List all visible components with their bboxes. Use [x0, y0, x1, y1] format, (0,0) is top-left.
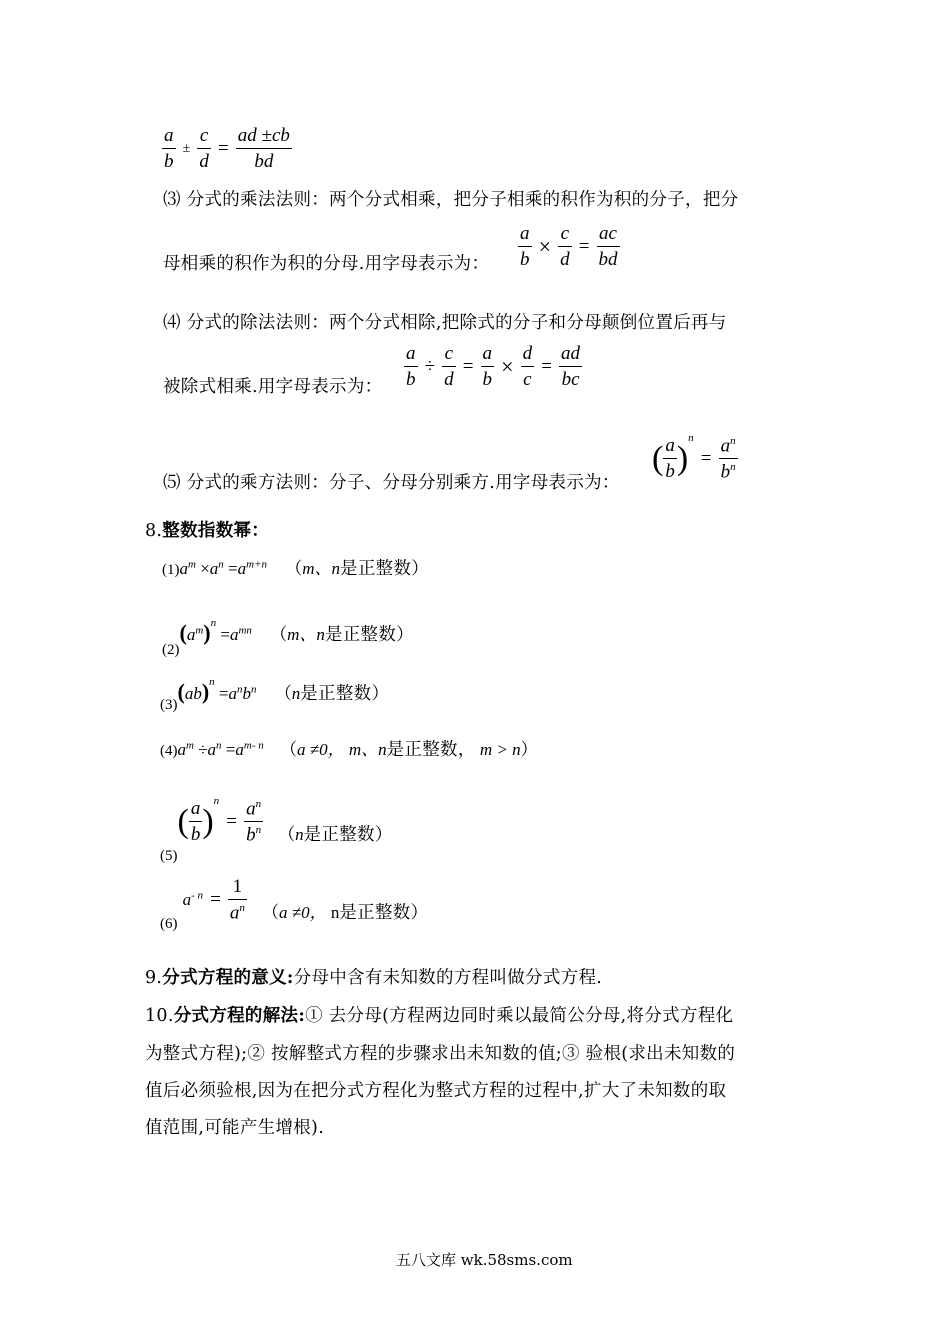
section10-line4: 值范围,可能产生增根).	[145, 1118, 325, 1138]
rule4-line1: ⑷ 分式的除法法则：两个分式相除,把除式的分子和分母颠倒位置后再与	[163, 313, 727, 333]
section10-line1: 10.分式方程的解法:① 去分母(方程两边同时乘以最简公分母,将分式方程化	[145, 1006, 734, 1026]
exponent-rule-3: $(3)(ab)^n =a^nb^n$ （n是正整数）	[160, 676, 390, 713]
rule3-line2: 母相乘的积作为积的分母.用字母表示为：	[163, 254, 490, 274]
rule4-line2: 被除式相乘.用字母表示为：	[163, 377, 383, 397]
exponent-rule-6: (6) $a^{- n}$ = $\frac{1}{a^n}$ （a ≠0， n是正整数）	[160, 876, 429, 933]
rule3-line1: ⑶ 分式的乘法法则：两个分式相乘，把分子相乘的积作为积的分子，把分	[163, 190, 739, 210]
exponent-rule-1: $(1)a^m \times a^n =a^{m+n}$ （m、n是正整数）	[162, 558, 430, 578]
footer-watermark: 五八文库 wk.58sms.com	[396, 1251, 573, 1269]
formula-add-subtract: $\frac{a}{b}$ ± $\frac{c}{d}$ = $\frac{ad \pm cb}{bd}$	[164, 125, 290, 172]
exponent-rule-4: $(4)a^m \div a^n =a^{m- n}$ （a ≠0， m、n是正整数， m > n）	[160, 739, 538, 759]
section8-heading: 8.整数指数幂：	[145, 521, 270, 541]
exponent-rule-2: $(2)(a^m)^n =a^{mn}$ （m、n是正整数）	[162, 617, 414, 658]
rule4-formula: $\frac{a}{b}$ ÷ $\frac{c}{d}$ = $\frac{a}{b}$ × $\frac{d}{c}$ = $\frac{ad}{bc}$	[406, 343, 581, 390]
rule3-formula: $\frac{a}{b}$ × $\frac{c}{d}$ = $\frac{ac}{bd}$	[520, 223, 618, 270]
rule5-formula: ( $\frac{a}{b}$ )$^n$ = $\frac{a^n}{b^n}$	[652, 432, 736, 483]
section10-line2: 为整式方程);② 按解整式方程的步骤求出未知数的值;③ 验根(求出未知数的	[145, 1044, 736, 1064]
exponent-rule-5: (5)( $\frac{a}{b}$ )$^n$ = $\frac{a^n}{b^n}$ （n是正整数）	[160, 795, 393, 864]
rule5-line1: ⑸ 分式的乘方法则：分子、分母分别乘方.用字母表示为：	[163, 473, 620, 493]
section9: 9.分式方程的意义:分母中含有未知数的方程叫做分式方程.	[145, 968, 603, 988]
section10-line3: 值后必须验根,因为在把分式方程化为整式方程的过程中,扩大了未知数的取	[145, 1081, 727, 1101]
